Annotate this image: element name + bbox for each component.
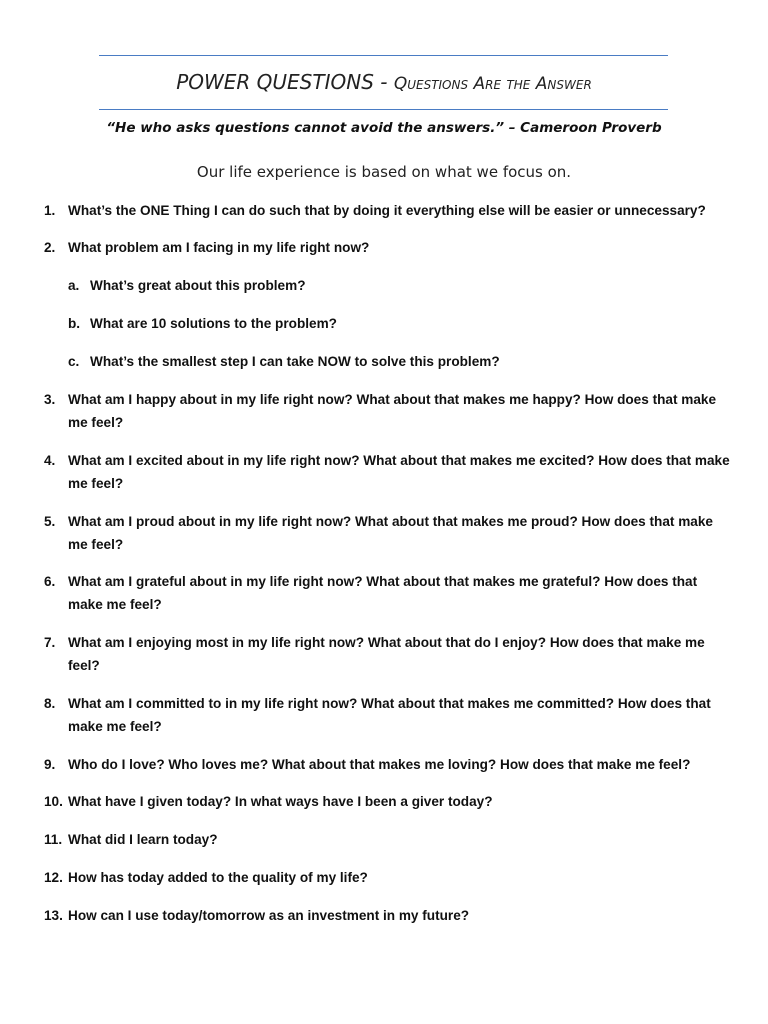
question-item [44, 828, 734, 851]
question-text: What’s great about this problem? [90, 278, 306, 293]
question-item [44, 199, 734, 222]
question-item [44, 631, 734, 677]
question-text: What problem am I facing in my life right now? [68, 240, 370, 255]
question-number: 2. [44, 240, 56, 255]
question-text: Who do I love? Who loves me? What about that makes me loving? How does that make me feel? [68, 757, 691, 772]
question-number: 6. [44, 574, 56, 589]
question-number: c. [68, 354, 80, 369]
title-main: POWER QUESTIONS - [176, 70, 394, 94]
question-text: What am I happy about in my life right now? What about that makes me happy? How does that make me feel? [68, 392, 717, 430]
question-number: 13. [44, 908, 63, 923]
top-rule [99, 55, 668, 56]
question-text: What am I enjoying most in my life right now? What about that do I enjoy? How does that make me feel? [68, 635, 705, 673]
sub-question-item [68, 274, 728, 297]
page-title [0, 70, 768, 94]
question-number: 5. [44, 514, 56, 529]
question-item [44, 692, 734, 738]
question-item [44, 866, 734, 889]
question-item [44, 449, 734, 495]
question-item [44, 570, 734, 616]
question-item [44, 790, 734, 813]
question-text: What did I learn today? [68, 832, 218, 847]
question-number: 3. [44, 392, 56, 407]
proverb-quote: “He who asks questions cannot avoid the answers.” – Cameroon Proverb [106, 120, 662, 136]
question-text: How has today added to the quality of my life? [68, 870, 368, 885]
question-number: 10. [44, 794, 63, 809]
question-number: b. [68, 316, 81, 331]
question-text: What am I committed to in my life right now? What about that makes me committed? How does that make me feel? [68, 696, 711, 734]
question-number: 11. [44, 832, 63, 847]
question-number: 4. [44, 453, 56, 468]
question-number: 1. [44, 203, 56, 218]
question-number: a. [68, 278, 80, 293]
intro-text: Our life experience is based on what we focus on. [196, 163, 572, 181]
question-text: How can I use today/tomorrow as an investment in my future? [68, 908, 470, 923]
question-item [44, 510, 734, 556]
question-item [44, 236, 734, 259]
question-number: 9. [44, 757, 56, 772]
question-text: What are 10 solutions to the problem? [90, 316, 337, 331]
question-text: What’s the smallest step I can take NOW to solve this problem? [90, 354, 500, 369]
question-item [44, 753, 734, 776]
title-subtitle: Questions Are the Answer [393, 74, 592, 94]
question-item [44, 904, 734, 927]
question-number: 12. [44, 870, 63, 885]
question-item [44, 388, 734, 434]
question-text: What am I grateful about in my life right now? What about that makes me grateful? How does that make me feel? [68, 574, 698, 612]
sub-question-item [68, 312, 728, 335]
bottom-rule [99, 109, 668, 110]
question-number: 8. [44, 696, 56, 711]
question-text: What am I proud about in my life right now? What about that makes me proud? How does that make me feel? [68, 514, 713, 552]
question-text: What have I given today? In what ways have I been a giver today? [68, 794, 493, 809]
question-number: 7. [44, 635, 56, 650]
sub-question-item [68, 350, 728, 373]
question-text: What’s the ONE Thing I can do such that by doing it everything else will be easier or unnecessary? [68, 203, 706, 218]
question-text: What am I excited about in my life right now? What about that makes me excited? How does that make me feel? [68, 453, 730, 491]
